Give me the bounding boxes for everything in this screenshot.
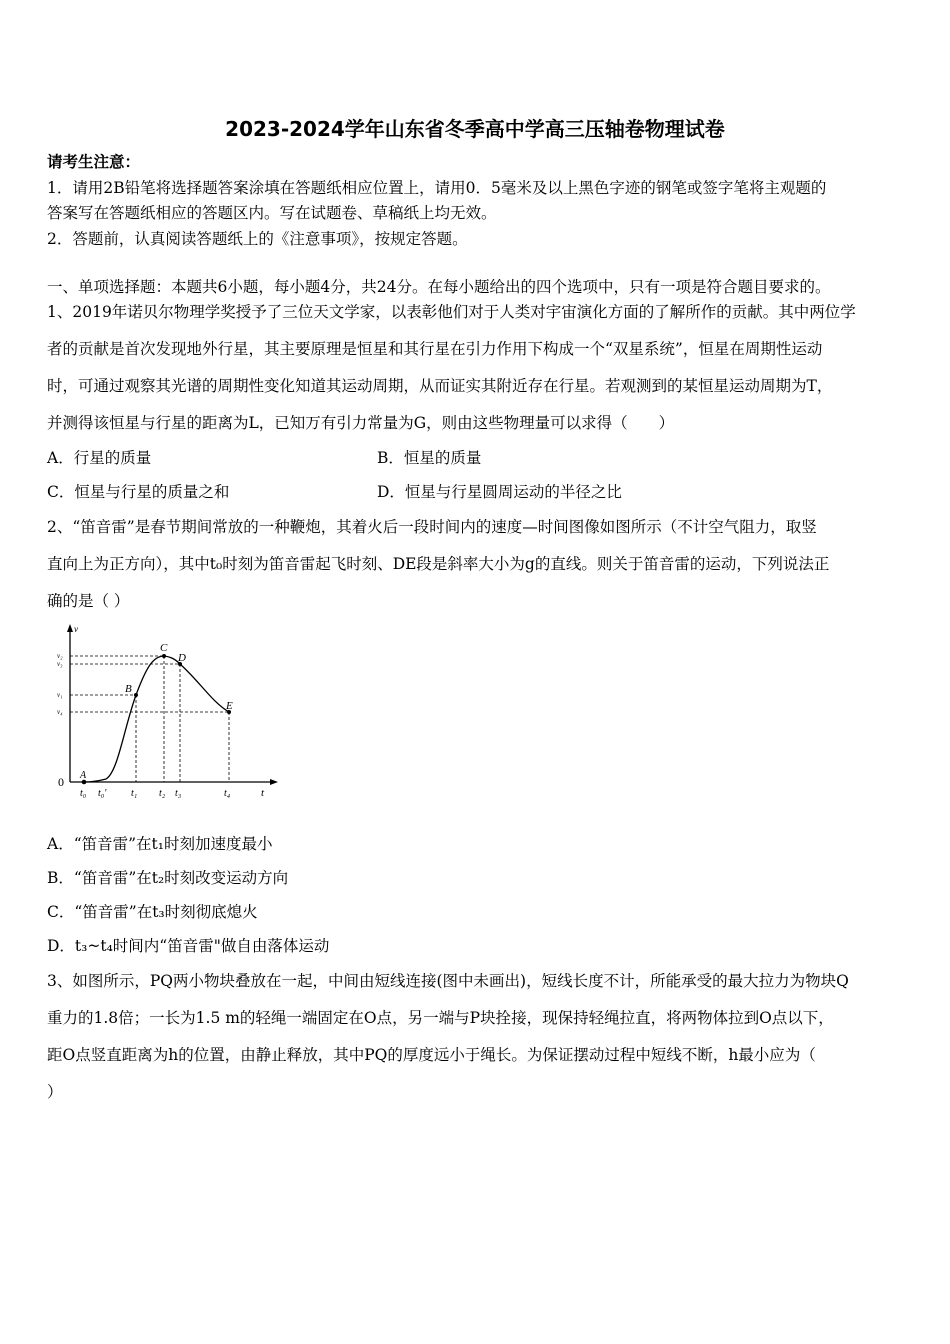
q1-option-a: A．行星的质量	[47, 449, 152, 467]
q1-option-b: B．恒星的质量	[377, 449, 482, 467]
question-2-line: 确的是（ ）	[47, 592, 130, 610]
question-3-line: 重力的1.8倍；一长为1.5 m的轻绳一端固定在O点，另一端与P块拴接，现保持轻绳拉直，将两物体拉到O点以下，	[47, 1009, 834, 1027]
notice-heading: 请考生注意：	[47, 152, 141, 171]
point-e-label: E	[226, 700, 233, 712]
question-1-line: 者的贡献是首次发现地外行星，其主要原理是恒星和其行星在引力作用下构成一个“双星系统”，恒星在周期性运动	[47, 340, 823, 358]
t-axis-arrow	[270, 779, 278, 785]
point-d-label: D	[178, 652, 186, 664]
question-2-line: 直向上为正方向），其中t₀时刻为笛音雷起飞时刻、DE段是斜率大小为g的直线。则关于笛音雷的运动，下列说法正	[47, 555, 830, 573]
q1-option-c: C．恒星与行星的质量之和	[47, 483, 230, 501]
x-tick-t0: t₀	[80, 788, 87, 799]
origin-label: 0	[58, 775, 64, 789]
x-tick-t4: t₄	[224, 788, 231, 799]
y-tick-v4: v₄	[57, 708, 63, 716]
q2-option-d: D．t₃~t₄时间内“笛音雷"做自由落体运动	[47, 937, 330, 955]
notice-line: 答案写在答题纸相应的答题区内。写在试题卷、草稿纸上均无效。	[47, 204, 497, 222]
question-2-line: 2、“笛音雷”是春节期间常放的一种鞭炮，其着火后一段时间内的速度—时间图像如图所示（不计空气阻力，取竖	[47, 518, 817, 536]
axis-v-label: v	[74, 624, 78, 634]
v-axis-arrow	[67, 624, 73, 632]
x-tick-t0-prime: t₀'	[98, 788, 107, 799]
point-c-label: C	[160, 642, 168, 654]
velocity-curve	[84, 656, 229, 782]
question-3-line: ）	[47, 1083, 63, 1101]
x-tick-t2: t₂	[159, 788, 166, 799]
q2-option-c: C．“笛音雷”在t₃时刻彻底熄火	[47, 903, 258, 921]
point-b-dot	[134, 693, 138, 697]
x-tick-t3: t₃	[175, 788, 182, 799]
section-heading: 一、单项选择题：本题共6小题，每小题4分，共24分。在每小题给出的四个选项中，只有一项是符合题目要求的。	[47, 278, 831, 296]
x-tick-t1: t₁	[131, 788, 138, 799]
question-3-line: 3、如图所示，PQ两小物块叠放在一起，中间由短线连接(图中未画出)，短线长度不计，所能承受的最大拉力为物块Q	[47, 972, 849, 990]
notice-line: 1．请用2B铅笔将选择题答案涂填在答题纸相应位置上，请用0．5毫米及以上黑色字迹的钢笔或签字笔将主观题的	[47, 179, 827, 197]
q1-option-d: D．恒星与行星圆周运动的半径之比	[377, 483, 622, 501]
y-tick-v3: v₃	[57, 660, 63, 668]
question-1-line: 并测得该恒星与行星的距离为L，已知万有引力常量为G，则由这些物理量可以求得（ ）	[47, 414, 675, 432]
point-c-dot	[162, 654, 166, 658]
notice-line: 2．答题前，认真阅读答题纸上的《注意事项》，按规定答题。	[47, 230, 468, 248]
question-1-line: 1、2019年诺贝尔物理学奖授予了三位天文学家，以表彰他们对于人类对宇宙演化方面的了解所作的贡献。其中两位学	[47, 303, 856, 321]
axis-t-label: t	[261, 787, 265, 799]
y-tick-v1: v₁	[57, 691, 63, 699]
velocity-time-graph	[50, 620, 290, 805]
point-a-label: A	[80, 770, 87, 781]
question-3-line: 距O点竖直距离为h的位置，由静止释放，其中PQ的厚度远小于绳长。为保证摆动过程中短线不断，h最小应为（	[47, 1046, 816, 1064]
y-tick-v2: v₂	[57, 652, 63, 660]
q2-option-b: B．“笛音雷”在t₂时刻改变运动方向	[47, 869, 289, 887]
question-1-line: 时，可通过观察其光谱的周期性变化知道其运动周期，从而证实其附近存在行星。若观测到的某恒星运动周期为T，	[47, 377, 833, 395]
point-b-label: B	[125, 683, 132, 695]
q2-option-a: A．“笛音雷”在t₁时刻加速度最小	[47, 835, 273, 853]
page-title: 2023-2024学年山东省冬季高中学高三压轴卷物理试卷	[225, 117, 725, 141]
